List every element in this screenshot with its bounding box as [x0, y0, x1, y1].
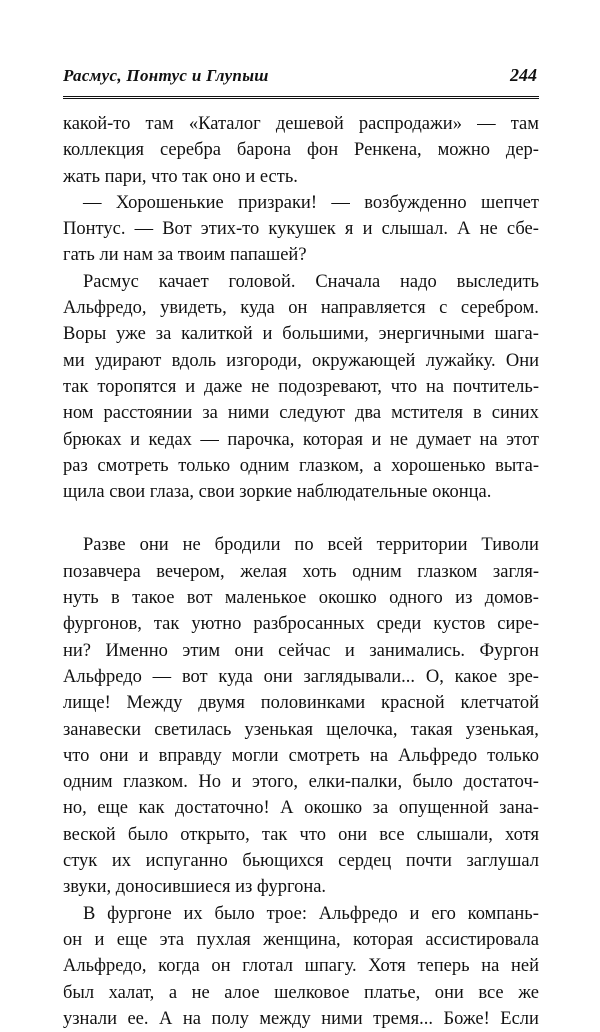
text-line	[63, 269, 539, 295]
word: какое	[454, 666, 498, 687]
word: зана-	[499, 798, 539, 819]
word: теперь	[417, 956, 470, 977]
word: распродажи»	[358, 114, 462, 134]
word: узенькая	[244, 719, 314, 740]
word: они	[234, 640, 264, 661]
word: среди	[376, 614, 422, 635]
word: Альфредо,	[63, 298, 147, 319]
text-line	[63, 321, 539, 347]
word: так	[153, 614, 180, 635]
word: в	[111, 588, 120, 609]
running-header	[63, 62, 539, 99]
word: сбе-	[506, 219, 539, 240]
word: и	[185, 376, 196, 397]
word: подозревают,	[278, 376, 382, 397]
word: возбужденно	[364, 192, 467, 213]
word: и	[409, 903, 420, 924]
word: алое	[224, 982, 260, 1003]
word: не	[191, 982, 210, 1003]
text-line	[63, 743, 539, 769]
text-line	[63, 795, 539, 821]
word: этот	[506, 429, 539, 450]
word: Альфредо,	[63, 956, 147, 977]
word: щелочка,	[326, 719, 398, 740]
word: за	[372, 798, 389, 819]
word: ней	[510, 956, 539, 977]
section-gap	[63, 505, 539, 532]
word: занавески	[63, 719, 142, 740]
word: шепчет	[481, 192, 539, 213]
word: куда	[218, 666, 253, 687]
word: Альфредо	[318, 903, 398, 924]
word: они	[99, 745, 129, 766]
word: одним	[239, 455, 290, 476]
word: дешевой	[275, 114, 344, 134]
word: Вот	[162, 219, 192, 240]
word: окружающей	[312, 350, 416, 371]
word: барона	[236, 140, 292, 161]
word: два	[354, 403, 382, 424]
text-line	[63, 111, 539, 137]
word: позавчера	[63, 561, 141, 582]
word: всей	[327, 535, 363, 556]
word: женщина,	[263, 929, 341, 950]
word: одним	[63, 772, 113, 793]
word: занимались.	[369, 640, 466, 661]
word: желая	[240, 561, 287, 582]
word: они	[338, 824, 368, 845]
word: кустов	[433, 614, 486, 635]
word: только	[487, 745, 539, 766]
word: еще	[116, 929, 148, 950]
word: направляется	[320, 298, 426, 319]
word: опущенной	[398, 798, 489, 819]
word: тремя...	[373, 1008, 433, 1029]
word: —	[331, 192, 350, 213]
word: какой-то	[63, 114, 131, 134]
word: что	[299, 824, 326, 845]
word: так	[63, 376, 89, 397]
page-number: 244	[510, 65, 537, 85]
text-line	[63, 137, 539, 163]
word: только	[178, 455, 231, 476]
word: их	[183, 903, 203, 924]
word: даже	[204, 376, 243, 397]
word: зре-	[508, 666, 539, 687]
word: Они	[505, 350, 539, 371]
word: ассистировала	[425, 929, 539, 950]
word: уютно	[191, 614, 242, 635]
word: почтитель-	[452, 376, 539, 397]
word: и	[344, 640, 355, 661]
word: клетчатой	[460, 693, 539, 714]
text-section	[63, 532, 539, 1032]
word: почти	[405, 851, 452, 872]
word: они	[263, 666, 293, 687]
word: —	[477, 114, 496, 134]
word: головой.	[228, 271, 296, 292]
word: маленькое	[224, 588, 307, 609]
word: в	[473, 403, 482, 424]
word: вот	[181, 666, 208, 687]
word: не	[479, 219, 498, 240]
word: изгороди,	[226, 350, 302, 371]
word: фон	[306, 140, 339, 161]
word: Альфредо	[63, 666, 142, 687]
word: узенькая,	[465, 719, 539, 740]
word: кедах	[148, 429, 192, 450]
word: все	[379, 824, 405, 845]
word: фургоне	[107, 903, 172, 924]
word: его	[431, 903, 456, 924]
word: загля-	[492, 561, 539, 582]
word: светилась	[154, 719, 232, 740]
text-line	[63, 348, 539, 374]
word: было	[412, 772, 453, 793]
word: эта	[159, 929, 185, 950]
word: одного	[389, 588, 443, 609]
word: ми	[63, 350, 85, 371]
text-line	[63, 295, 539, 321]
word: он	[63, 929, 83, 950]
word: по	[294, 535, 314, 556]
word: шелковое	[274, 982, 350, 1003]
word: окошко	[318, 588, 377, 609]
word: и	[371, 429, 382, 450]
word: призраки!	[238, 192, 317, 213]
text-line: жать пари, что так оно и есть.	[63, 166, 298, 187]
word: компань-	[467, 903, 539, 924]
word: —	[134, 219, 154, 240]
word: достаточно!	[175, 798, 270, 819]
text-line	[63, 822, 539, 848]
word: Понтус.	[63, 219, 126, 240]
word: пухлая	[196, 929, 251, 950]
text-line	[63, 980, 539, 1006]
word: там	[510, 114, 539, 134]
word: —	[200, 429, 219, 450]
body-text	[63, 111, 539, 1032]
word: елки-палки,	[308, 772, 403, 793]
word: слышал.	[381, 219, 448, 240]
text-section	[63, 111, 539, 505]
word: глотал	[242, 956, 294, 977]
word: увидеть,	[160, 298, 227, 319]
word: выследить	[456, 271, 539, 292]
word: полу	[211, 1008, 249, 1029]
word: этих-то	[200, 219, 260, 240]
word: Сначала	[315, 271, 381, 292]
word: и	[138, 745, 149, 766]
word: смотреть	[288, 745, 360, 766]
word: Разве	[83, 535, 126, 556]
word: веской	[63, 824, 116, 845]
word: Ренкена,	[354, 140, 422, 161]
word: одним	[352, 561, 402, 582]
word: этим	[182, 640, 221, 661]
word: кукушек	[268, 219, 336, 240]
word: хорошенько	[391, 455, 486, 476]
word: —	[152, 666, 172, 687]
word: калиткой	[181, 324, 253, 345]
word: когда	[158, 956, 200, 977]
word: половинками	[260, 693, 366, 714]
word: Хотя	[368, 956, 406, 977]
word: уже	[116, 324, 146, 345]
word: был	[63, 982, 95, 1003]
text-line	[63, 901, 539, 927]
word: узнали	[63, 1008, 117, 1029]
word: удирают	[94, 350, 162, 371]
word: а	[373, 455, 382, 476]
word: В	[83, 903, 96, 924]
word: сире-	[497, 614, 539, 635]
word: было	[214, 903, 255, 924]
text-line	[63, 927, 539, 953]
word: парочка,	[227, 429, 295, 450]
word: не	[182, 535, 201, 556]
word: испуганно	[145, 851, 228, 872]
word: которая	[352, 929, 414, 950]
word: красной	[380, 693, 445, 714]
word: ними	[321, 1008, 363, 1029]
word: качает	[158, 271, 209, 292]
word: стук	[63, 851, 98, 872]
word: О,	[425, 666, 444, 687]
word: не	[389, 429, 408, 450]
text-line	[63, 400, 539, 426]
word: еще	[97, 798, 128, 819]
word: двумя	[198, 693, 245, 714]
word: большими,	[282, 324, 369, 345]
word: они	[139, 535, 169, 556]
word: территории	[376, 535, 468, 556]
word: бьющихся	[242, 851, 324, 872]
word: вправду	[158, 745, 222, 766]
word: за	[155, 324, 172, 345]
text-line	[63, 953, 539, 979]
word: хотя	[505, 824, 539, 845]
word: думает	[416, 429, 471, 450]
word: Именно	[105, 640, 168, 661]
word: но,	[63, 798, 87, 819]
word: на	[369, 745, 389, 766]
word: халат,	[108, 982, 155, 1003]
word: из	[455, 588, 473, 609]
word: там	[145, 114, 174, 134]
word: можно	[437, 140, 491, 161]
word: трое:	[266, 903, 307, 924]
word: нуть	[63, 588, 99, 609]
word: Расмус	[83, 271, 139, 292]
word: за	[202, 403, 218, 424]
text-line	[63, 453, 539, 479]
word: торопятся	[97, 376, 177, 397]
word: что	[63, 745, 90, 766]
word: Боже!	[443, 1008, 490, 1029]
word: мстителя	[391, 403, 464, 424]
word: так	[261, 824, 288, 845]
word: и	[130, 429, 141, 450]
word: они	[434, 982, 464, 1003]
word: вдоль	[171, 350, 217, 371]
word: могли	[231, 745, 279, 766]
word: синих	[491, 403, 539, 424]
word: Хорошенькие	[115, 192, 224, 213]
text-line	[63, 532, 539, 558]
word: с	[439, 298, 448, 319]
word: брюках	[63, 429, 122, 450]
text-line	[63, 717, 539, 743]
word: домов-	[484, 588, 539, 609]
word: вот	[186, 588, 213, 609]
word: шпагу.	[304, 956, 357, 977]
text-line	[63, 374, 539, 400]
word: на	[425, 376, 445, 397]
word: ном	[63, 403, 94, 424]
word: было	[127, 824, 169, 845]
word: же	[518, 982, 539, 1003]
text-line	[63, 690, 539, 716]
word: такое	[132, 588, 175, 609]
text-line	[63, 1006, 539, 1032]
word: что	[390, 376, 418, 397]
text-line	[63, 611, 539, 637]
text-line	[63, 769, 539, 795]
word: и	[262, 324, 273, 345]
word: следуют	[279, 403, 345, 424]
word: А	[280, 798, 294, 819]
text-line	[63, 848, 539, 874]
word: он	[288, 298, 308, 319]
word: куда	[240, 298, 275, 319]
word: лужайку.	[425, 350, 496, 371]
word: А	[159, 1008, 173, 1029]
word: этого,	[251, 772, 299, 793]
word: смотреть	[97, 455, 169, 476]
text-line: щила свои глаза, свои зоркие наблюдательные оконца.	[63, 482, 492, 503]
word: энергичными	[378, 324, 485, 345]
word: Воры	[63, 324, 107, 345]
word: дер-	[505, 140, 539, 161]
word: А	[457, 219, 471, 240]
word: коллекция	[63, 140, 145, 161]
word: платье,	[363, 982, 421, 1003]
text-line	[63, 664, 539, 690]
text-line: гать ли нам за твоим папашей?	[63, 245, 307, 266]
word: серебра	[159, 140, 221, 161]
word: ни?	[63, 640, 92, 661]
book-page	[63, 62, 539, 1032]
word: выта-	[495, 455, 539, 476]
text-line	[63, 190, 539, 216]
word: на	[182, 1008, 201, 1029]
word: такая	[410, 719, 453, 740]
word: бродили	[214, 535, 281, 556]
word: их	[111, 851, 132, 872]
word: и	[231, 772, 242, 793]
text-line	[63, 427, 539, 453]
word: Если	[500, 1008, 539, 1029]
text-line: звуки, доносившиеся из фургона.	[63, 877, 327, 898]
text-line	[63, 638, 539, 664]
word: сердец	[338, 851, 392, 872]
word: и	[94, 929, 105, 950]
word: шага-	[494, 324, 539, 345]
text-line	[63, 216, 539, 242]
word: которая	[302, 429, 363, 450]
text-line	[63, 585, 539, 611]
word: —	[83, 192, 102, 213]
word: заглушал	[466, 851, 539, 872]
word: а	[168, 982, 178, 1003]
word: и	[362, 219, 373, 240]
word: Фургон	[479, 640, 539, 661]
word: на	[479, 429, 498, 450]
word: заглядывали...	[303, 666, 416, 687]
word: между	[259, 1008, 311, 1029]
word: как	[138, 798, 165, 819]
text-line	[63, 559, 539, 585]
word: ними	[227, 403, 270, 424]
word: Между	[126, 693, 183, 714]
word: открыто,	[180, 824, 250, 845]
word: глазком,	[298, 455, 364, 476]
word: окошко	[304, 798, 363, 819]
word: серебром.	[460, 298, 539, 319]
word: Но	[198, 772, 222, 793]
word: слышали,	[416, 824, 493, 845]
word: расстоянии	[103, 403, 193, 424]
word: глазком.	[123, 772, 188, 793]
word: «Каталог	[188, 114, 261, 134]
word: вечером,	[156, 561, 225, 582]
word: я	[344, 219, 354, 240]
word: раз	[63, 455, 88, 476]
word: все	[478, 982, 504, 1003]
running-title: Расмус, Понтус и Глупыш	[63, 66, 269, 85]
word: фургонов,	[63, 614, 142, 635]
word: сейчас	[278, 640, 331, 661]
word: на	[481, 956, 500, 977]
word: разбросанных	[253, 614, 365, 635]
word: Альфредо	[398, 745, 478, 766]
word: Тиволи	[481, 535, 539, 556]
word: надо	[399, 271, 437, 292]
word: хоть	[302, 561, 337, 582]
word: лище!	[63, 693, 111, 714]
word: достаточ-	[463, 772, 539, 793]
word: глазком	[417, 561, 478, 582]
word: он	[211, 956, 231, 977]
word: не	[251, 376, 270, 397]
word: ее.	[127, 1008, 149, 1029]
